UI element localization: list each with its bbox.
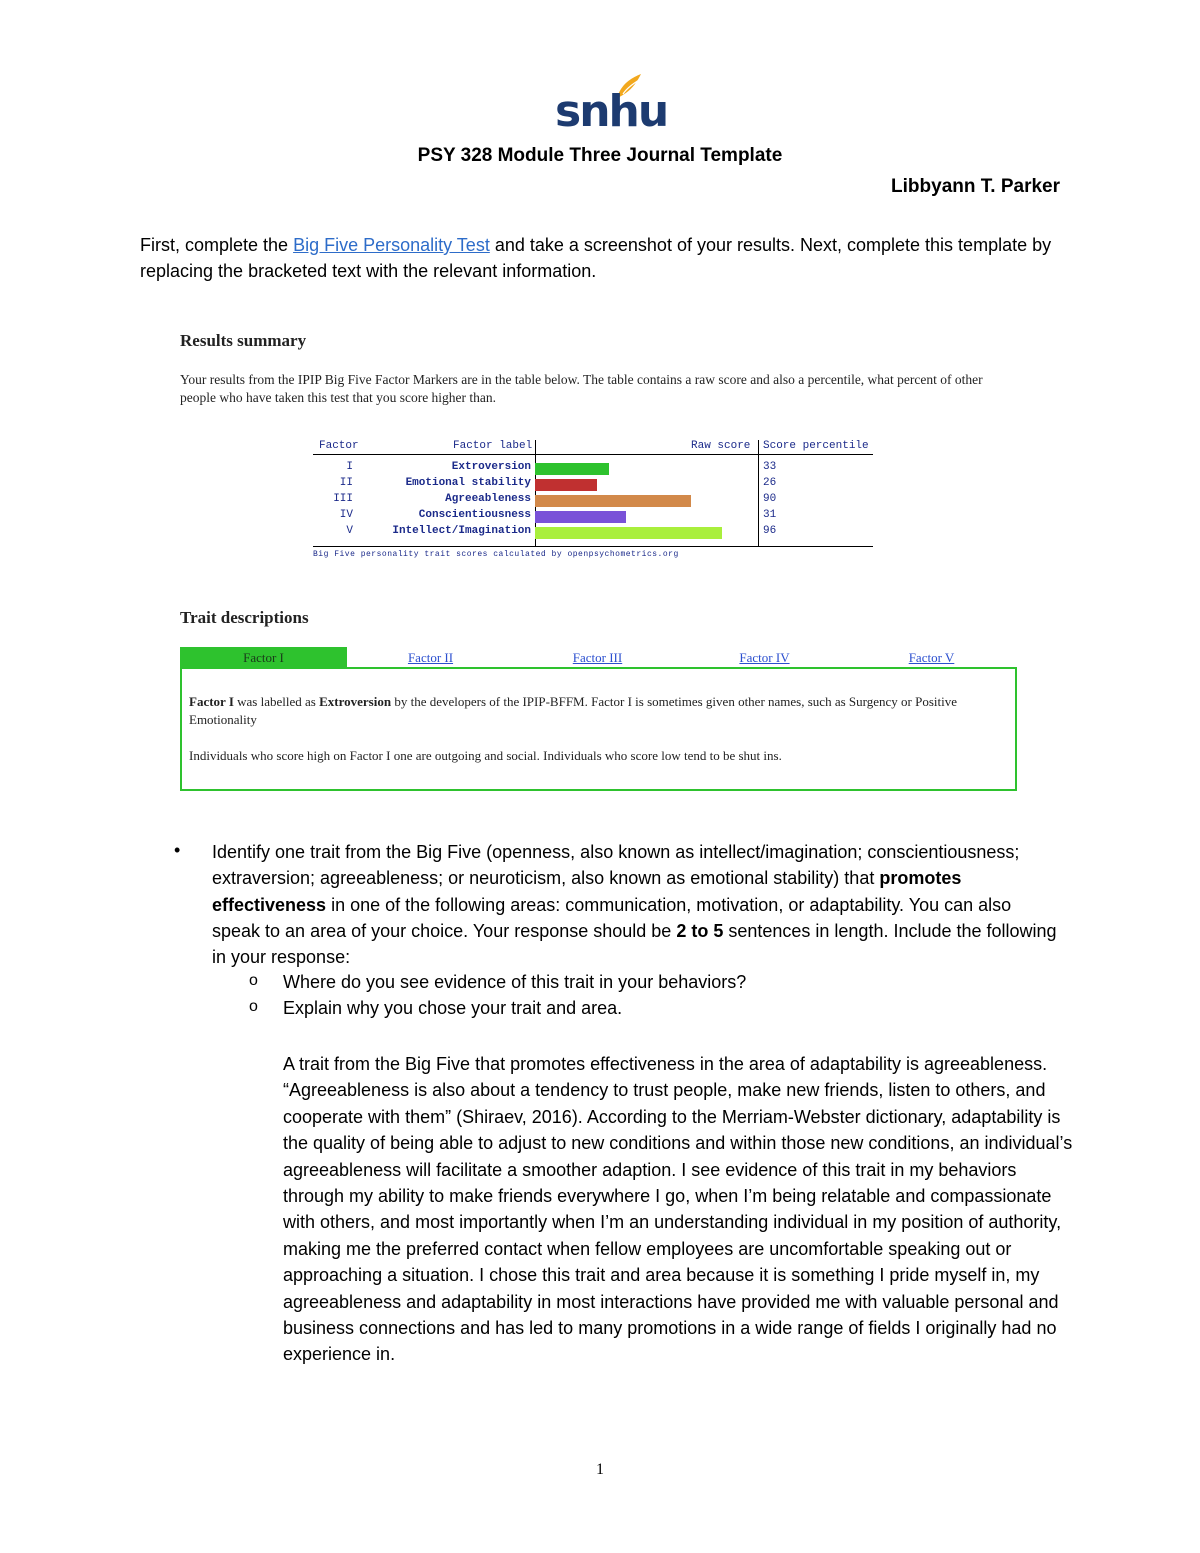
score-percentile: 26	[763, 477, 777, 489]
document-title: PSY 328 Module Three Journal Template	[417, 145, 783, 166]
factor-trait-name: Extroversion	[319, 694, 392, 709]
score-percentile: 96	[763, 525, 777, 537]
factor-numeral: III	[333, 493, 353, 505]
factor-score-explanation: Individuals who score high on Factor I one are outgoing and social. Individuals who score low tend to be shut ins.	[189, 748, 782, 763]
score-bar	[535, 479, 597, 491]
tab-factor-3[interactable]: Factor III	[572, 650, 623, 665]
big-five-test-link[interactable]: Big Five Personality Test	[293, 235, 490, 255]
intro-text-end: and take a screenshot of your results. Next, complete this template by replacing the bracketed text with the relevant information.	[140, 235, 1052, 281]
trait-descriptions-heading: Trait descriptions	[180, 608, 309, 627]
sub-bullet-marker: o	[249, 972, 258, 989]
journal-response: A trait from the Big Five that promotes effectiveness in the area of adaptability is agreeableness. “Agreeableness is also about a tendency to trust people, make new friends, listen to others, and cooperate with them” (Shiraev, 2016). According to the Merriam-Webster dictionary, adaptability is the quality of being able to adjust to new conditions and within those new conditions, an individual’s agreeableness will facilitate a smoother adaption. I see evidence of this trait in my behaviors through my ability to make friends everywhere I go, when I’m being relatable and compassionate with others, and most importantly when I’m an understanding individual in my position of authority, making me the preferred contact when fellow employees are uncomfortable speaking out or approaching a situation. I chose this trait and area because it is something I pride myself in, my agreeableness and adaptability in most interactions have provided me with valuable personal and business connections and has led to many promotions in a wide range of fields I originally had no experience in.	[283, 1054, 1073, 1365]
factor-numeral: IV	[339, 509, 353, 521]
score-percentile: 33	[763, 461, 777, 473]
tab-factor-5[interactable]: Factor V	[908, 650, 955, 665]
score-percentile: 90	[763, 493, 777, 505]
factor-label: Agreeableness	[445, 493, 531, 505]
score-percentile: 31	[763, 509, 777, 521]
sub-prompt-2: Explain why you chose your trait and area.	[283, 998, 623, 1018]
intro-paragraph	[140, 232, 1060, 284]
factor-numeral: II	[339, 477, 353, 489]
table-row	[313, 525, 873, 540]
header-raw-score: Raw score	[691, 440, 751, 452]
page-number: 1	[596, 1461, 604, 1478]
table-row	[313, 509, 873, 524]
factor-description-panel	[180, 667, 1017, 791]
factor-label: Intellect/Imagination	[392, 525, 531, 537]
table-bottom-rule	[313, 546, 873, 547]
header-factor-label: Factor label	[453, 440, 533, 452]
prompt-text: in one of the following areas: communication, motivation, or adaptability. You can also speak to an area of your choice. Your response should be	[212, 894, 1012, 941]
score-bar	[535, 527, 722, 539]
header-score-percentile: Score percentile	[763, 440, 869, 452]
table-credit: Big Five personality trait scores calculated by openpsychometrics.org	[313, 550, 679, 559]
factor-text: by the developers of the IPIP-BFFM. Factor I is sometimes given other names, such as Surgency or Positive Emotionality	[189, 694, 957, 727]
bullet-marker: •	[174, 840, 181, 860]
prompt-text: Identify one trait from the Big Five (openness, also known as intellect/imagination; conscientiousness; extraversion; agreeableness; or neuroticism, also known as emotional stability) that	[212, 842, 1020, 889]
score-bar	[535, 463, 609, 475]
table-top-rule	[313, 454, 873, 455]
factor-description	[189, 693, 1004, 729]
factor-numeral: I	[346, 461, 353, 473]
prompt-emphasis: 2 to 5	[676, 920, 724, 941]
prompt-text: sentences in length. Include the following in your response:	[212, 920, 1057, 968]
snhu-logo	[555, 72, 668, 137]
header-factor: Factor	[319, 440, 359, 452]
factor-label: Emotional stability	[405, 477, 531, 489]
factor-tabs	[180, 647, 1017, 669]
tab-factor-1[interactable]: Factor I	[180, 647, 347, 669]
score-bar	[535, 511, 626, 523]
factor-numeral: V	[346, 525, 353, 537]
factor-text: was labelled as	[233, 694, 320, 709]
score-bar	[535, 495, 691, 507]
tab-factor-2[interactable]: Factor II	[407, 650, 454, 665]
results-table	[313, 440, 873, 559]
sub-bullet-marker: o	[249, 998, 258, 1015]
table-row	[313, 477, 873, 492]
factor-name: Factor I	[189, 694, 234, 709]
sub-prompt-1: Where do you see evidence of this trait in your behaviors?	[283, 972, 747, 992]
prompt-emphasis: promotes effectiveness	[212, 868, 962, 915]
intro-text-start: First, complete the	[140, 235, 294, 255]
factor-label: Extroversion	[451, 461, 531, 473]
factor-label: Conscientiousness	[418, 509, 531, 521]
author-name: Libbyann T. Parker	[891, 176, 1060, 197]
results-description: Your results from the IPIP Big Five Factor Markers are in the table below. The table contains a raw score and also a percentile, what percent of other people who have taken this test that you score higher than.	[180, 372, 983, 405]
table-row	[313, 493, 873, 508]
table-row	[313, 461, 873, 476]
logo-text: snhu	[555, 86, 668, 137]
tab-factor-4[interactable]: Factor IV	[739, 650, 790, 665]
prompt-paragraph	[212, 839, 1062, 970]
results-heading: Results summary	[180, 331, 307, 350]
